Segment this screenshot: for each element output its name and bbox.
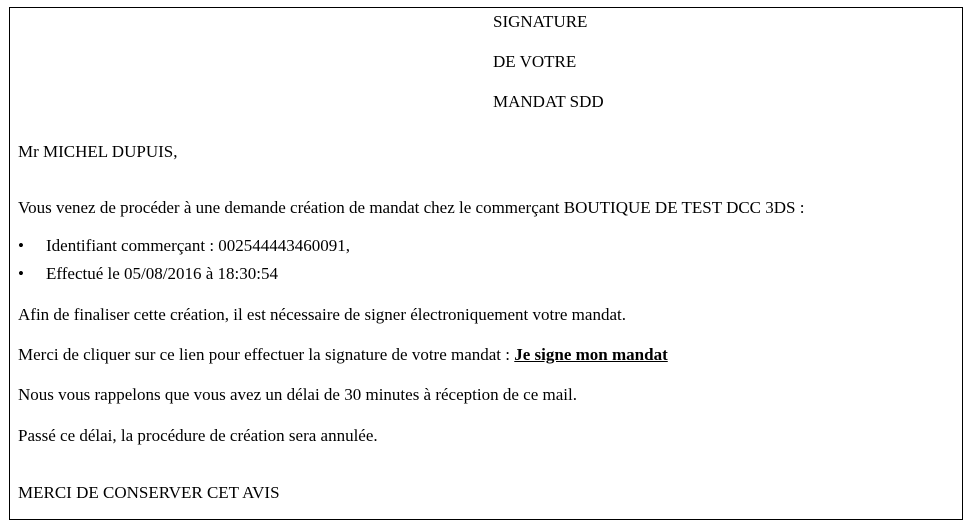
cancel-notice: Passé ce délai, la procédure de création sera annulée. (18, 426, 378, 445)
bullet-merchant-id: Identifiant commerçant : 002544443460091, (46, 236, 351, 255)
bullet-marker: • (18, 264, 24, 283)
greeting: Mr MICHEL DUPUIS, (18, 142, 178, 161)
intro-paragraph: Vous venez de procéder à une demande création de mandat chez le commerçant BOUTIQUE DE TEST DCC 3DS : (18, 198, 805, 217)
delay-notice: Nous vous rappelons que vous avez un délai de 30 minutes à réception de ce mail. (18, 385, 577, 404)
header-line-de-votre: DE VOTRE (493, 52, 577, 71)
keep-notice: MERCI DE CONSERVER CET AVIS (18, 483, 280, 502)
bullet-date: Effectué le 05/08/2016 à 18:30:54 (46, 264, 278, 283)
finalize-paragraph: Afin de finaliser cette création, il est nécessaire de signer électroniquement votre mandat. (18, 305, 626, 324)
click-prefix-text: Merci de cliquer sur ce lien pour effectuer la signature de votre mandat : (18, 345, 511, 364)
header-line-signature: SIGNATURE (493, 12, 588, 31)
header-line-mandat: MANDAT SDD (493, 92, 604, 111)
sign-mandate-link[interactable]: Je signe mon mandat (514, 345, 668, 364)
bullet-marker: • (18, 236, 24, 255)
click-paragraph (18, 345, 668, 365)
